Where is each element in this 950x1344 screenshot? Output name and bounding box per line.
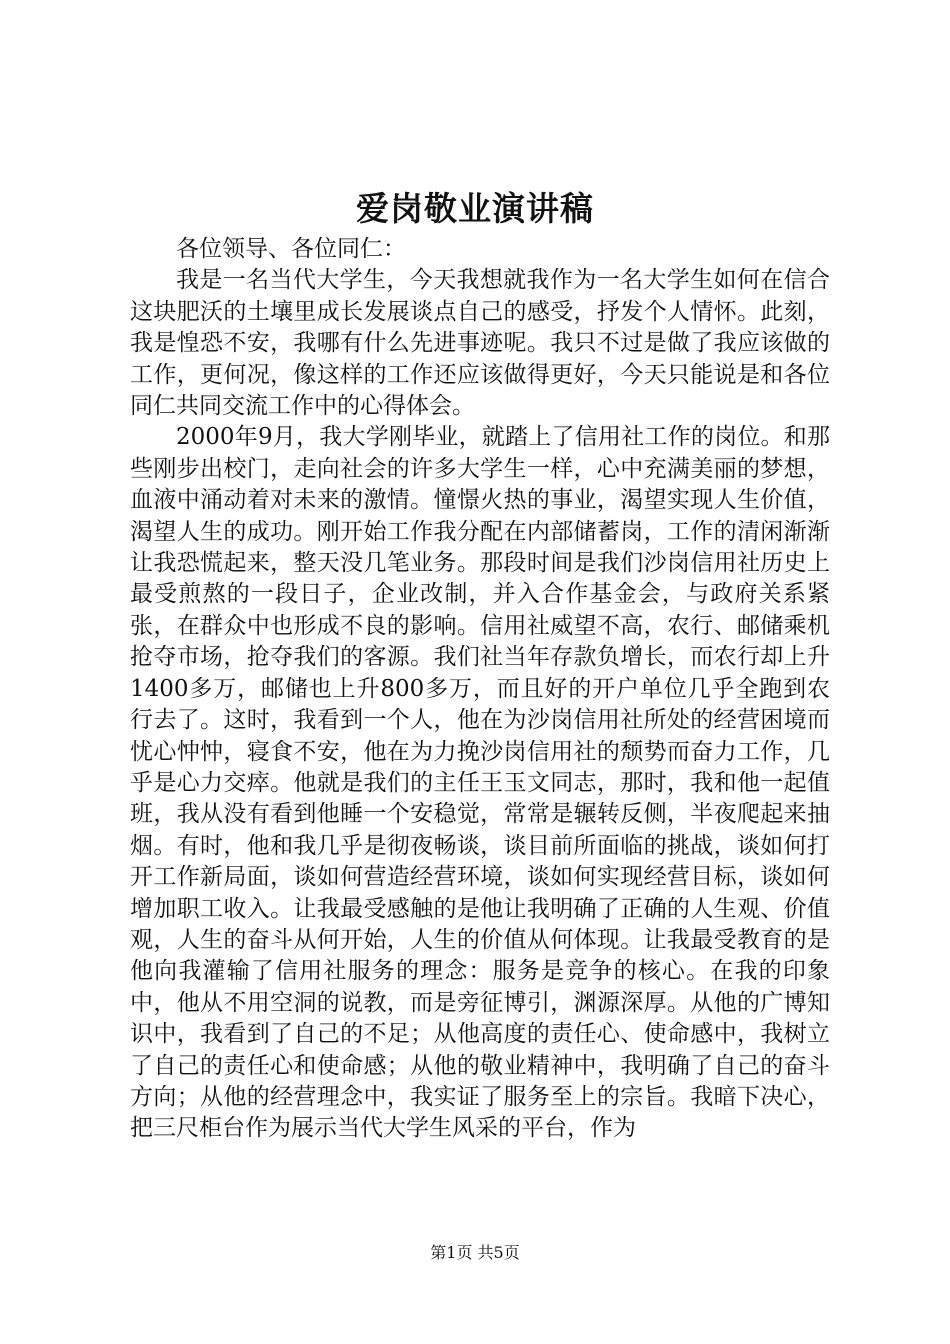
document-body: [130, 234, 830, 1145]
greeting-paragraph: 各位领导、各位同仁：: [176, 236, 406, 262]
document-title: 爱岗敬业演讲稿: [356, 189, 594, 228]
body-paragraph: 我是一名当代大学生，今天我想就我作为一名大学生如何在信合这块肥沃的土壤里成长发展谈点自己的感受，抒发个人情怀。此刻，我是惶恐不安，我哪有什么先进事迹呢。我只不过是做了我应该做的工作，更何况，像这样的工作还应该做得更好，今天只能说是和各位同仁共同交流工作中的心得体会。: [130, 267, 830, 420]
body-paragraph: 2000年9月，我大学刚毕业，就踏上了信用社工作的岗位。和那些刚步出校门，走向社会的许多大学生一样，心中充满美丽的梦想，血液中涌动着对未来的激情。憧憬火热的事业，渴望实现人生价值，渴望人生的成功。刚开始工作我分配在内部储蓄岗，工作的清闲渐渐让我恐慌起来，整天没几笔业务。那段时间是我们沙岗信用社历史上最受煎熬的一段日子，企业改制，并入合作基金会，与政府关系紧张，在群众中也形成不良的影响。信用社威望不高，农行、邮储乘机抢夺市场，抢夺我们的客源。我们社当年存款负增长，而农行却上升1400多万，邮储也上升800多万，而且好的开户单位几乎全跑到农行去了。这时，我看到一个人，他在为沙岗信用社所处的经营困境而忧心忡忡，寝食不安，他在为力挽沙岗信用社的颓势而奋力工作，几乎是心力交瘁。他就是我们的主任王玉文同志，那时，我和他一起值班，我从没有看到他睡一个安稳觉，常常是辗转反侧，半夜爬起来抽烟。有时，他和我几乎是彻夜畅谈，谈目前所面临的挑战，谈如何打开工作新局面，谈如何营造经营环境，谈如何实现经营目标，谈如何增加职工收入。让我最受感触的是他让我明确了正确的人生观、价值观，人生的奋斗从何开始，人生的价值从何体现。让我最受教育的是他向我灌输了信用社服务的理念：服务是竞争的核心。在我的印象中，他从不用空洞的说教，而是旁征博引，渊源深厚。从他的广博知识中，我看到了自己的不足；从他高度的责任心、使命感中，我树立了自己的责任心和使命感；从他的敬业精神中，我明确了自己的奋斗方向；从他的经营理念中，我实证了服务至上的宗旨。我暗下决心，把三尺柜台作为展示当代大学生风采的平台，作为: [130, 424, 830, 1142]
page-number-footer: 第1页 共5页: [430, 1243, 520, 1262]
